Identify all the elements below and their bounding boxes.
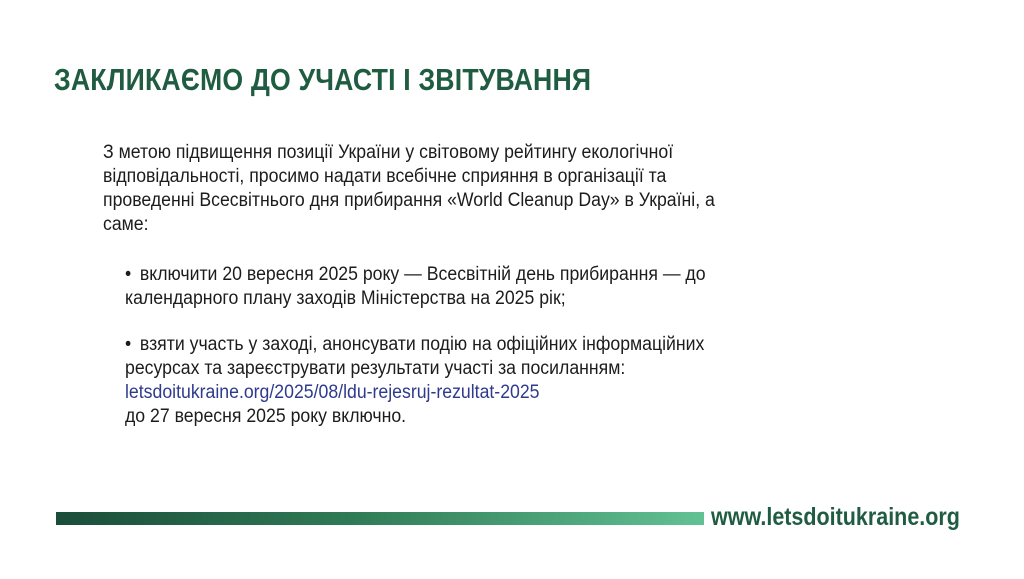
footer-website-url[interactable]: www.letsdoitukraine.org <box>711 503 960 531</box>
bullet-text-1: включити 20 вересня 2025 року — Всесвітній день прибирання — до календарного плану заходів Міністерства на 2025 рік; <box>125 264 706 309</box>
bullet-marker: • <box>125 334 132 355</box>
intro-text: З метою підвищення позиції України у світовому рейтингу екологічної відповідальності, просимо надати всебічне сприяння в організації та проведенні Всесвітнього дня прибирання «World Cleanup Day» в Україні, а саме: <box>103 142 715 235</box>
bullet-item-1 <box>125 263 776 311</box>
bullet-item-2 <box>125 333 776 429</box>
footer-gradient-bar <box>56 512 704 525</box>
intro-paragraph <box>103 141 754 237</box>
bullet-text-2: взяти участь у заході, анонсувати подію на офіційних інформаційних ресурсах та зареєструвати результати участі за посиланням: <box>125 334 705 379</box>
bullet-marker: • <box>125 264 132 285</box>
slide-title: ЗАКЛИКАЄМО ДО УЧАСТІ І ЗВІТУВАННЯ <box>54 62 592 97</box>
deadline-text: до 27 вересня 2025 року включно. <box>125 406 407 427</box>
report-link[interactable]: letsdoitukraine.org/2025/08/ldu-rejesruj-rezultat-2025 <box>125 382 540 403</box>
